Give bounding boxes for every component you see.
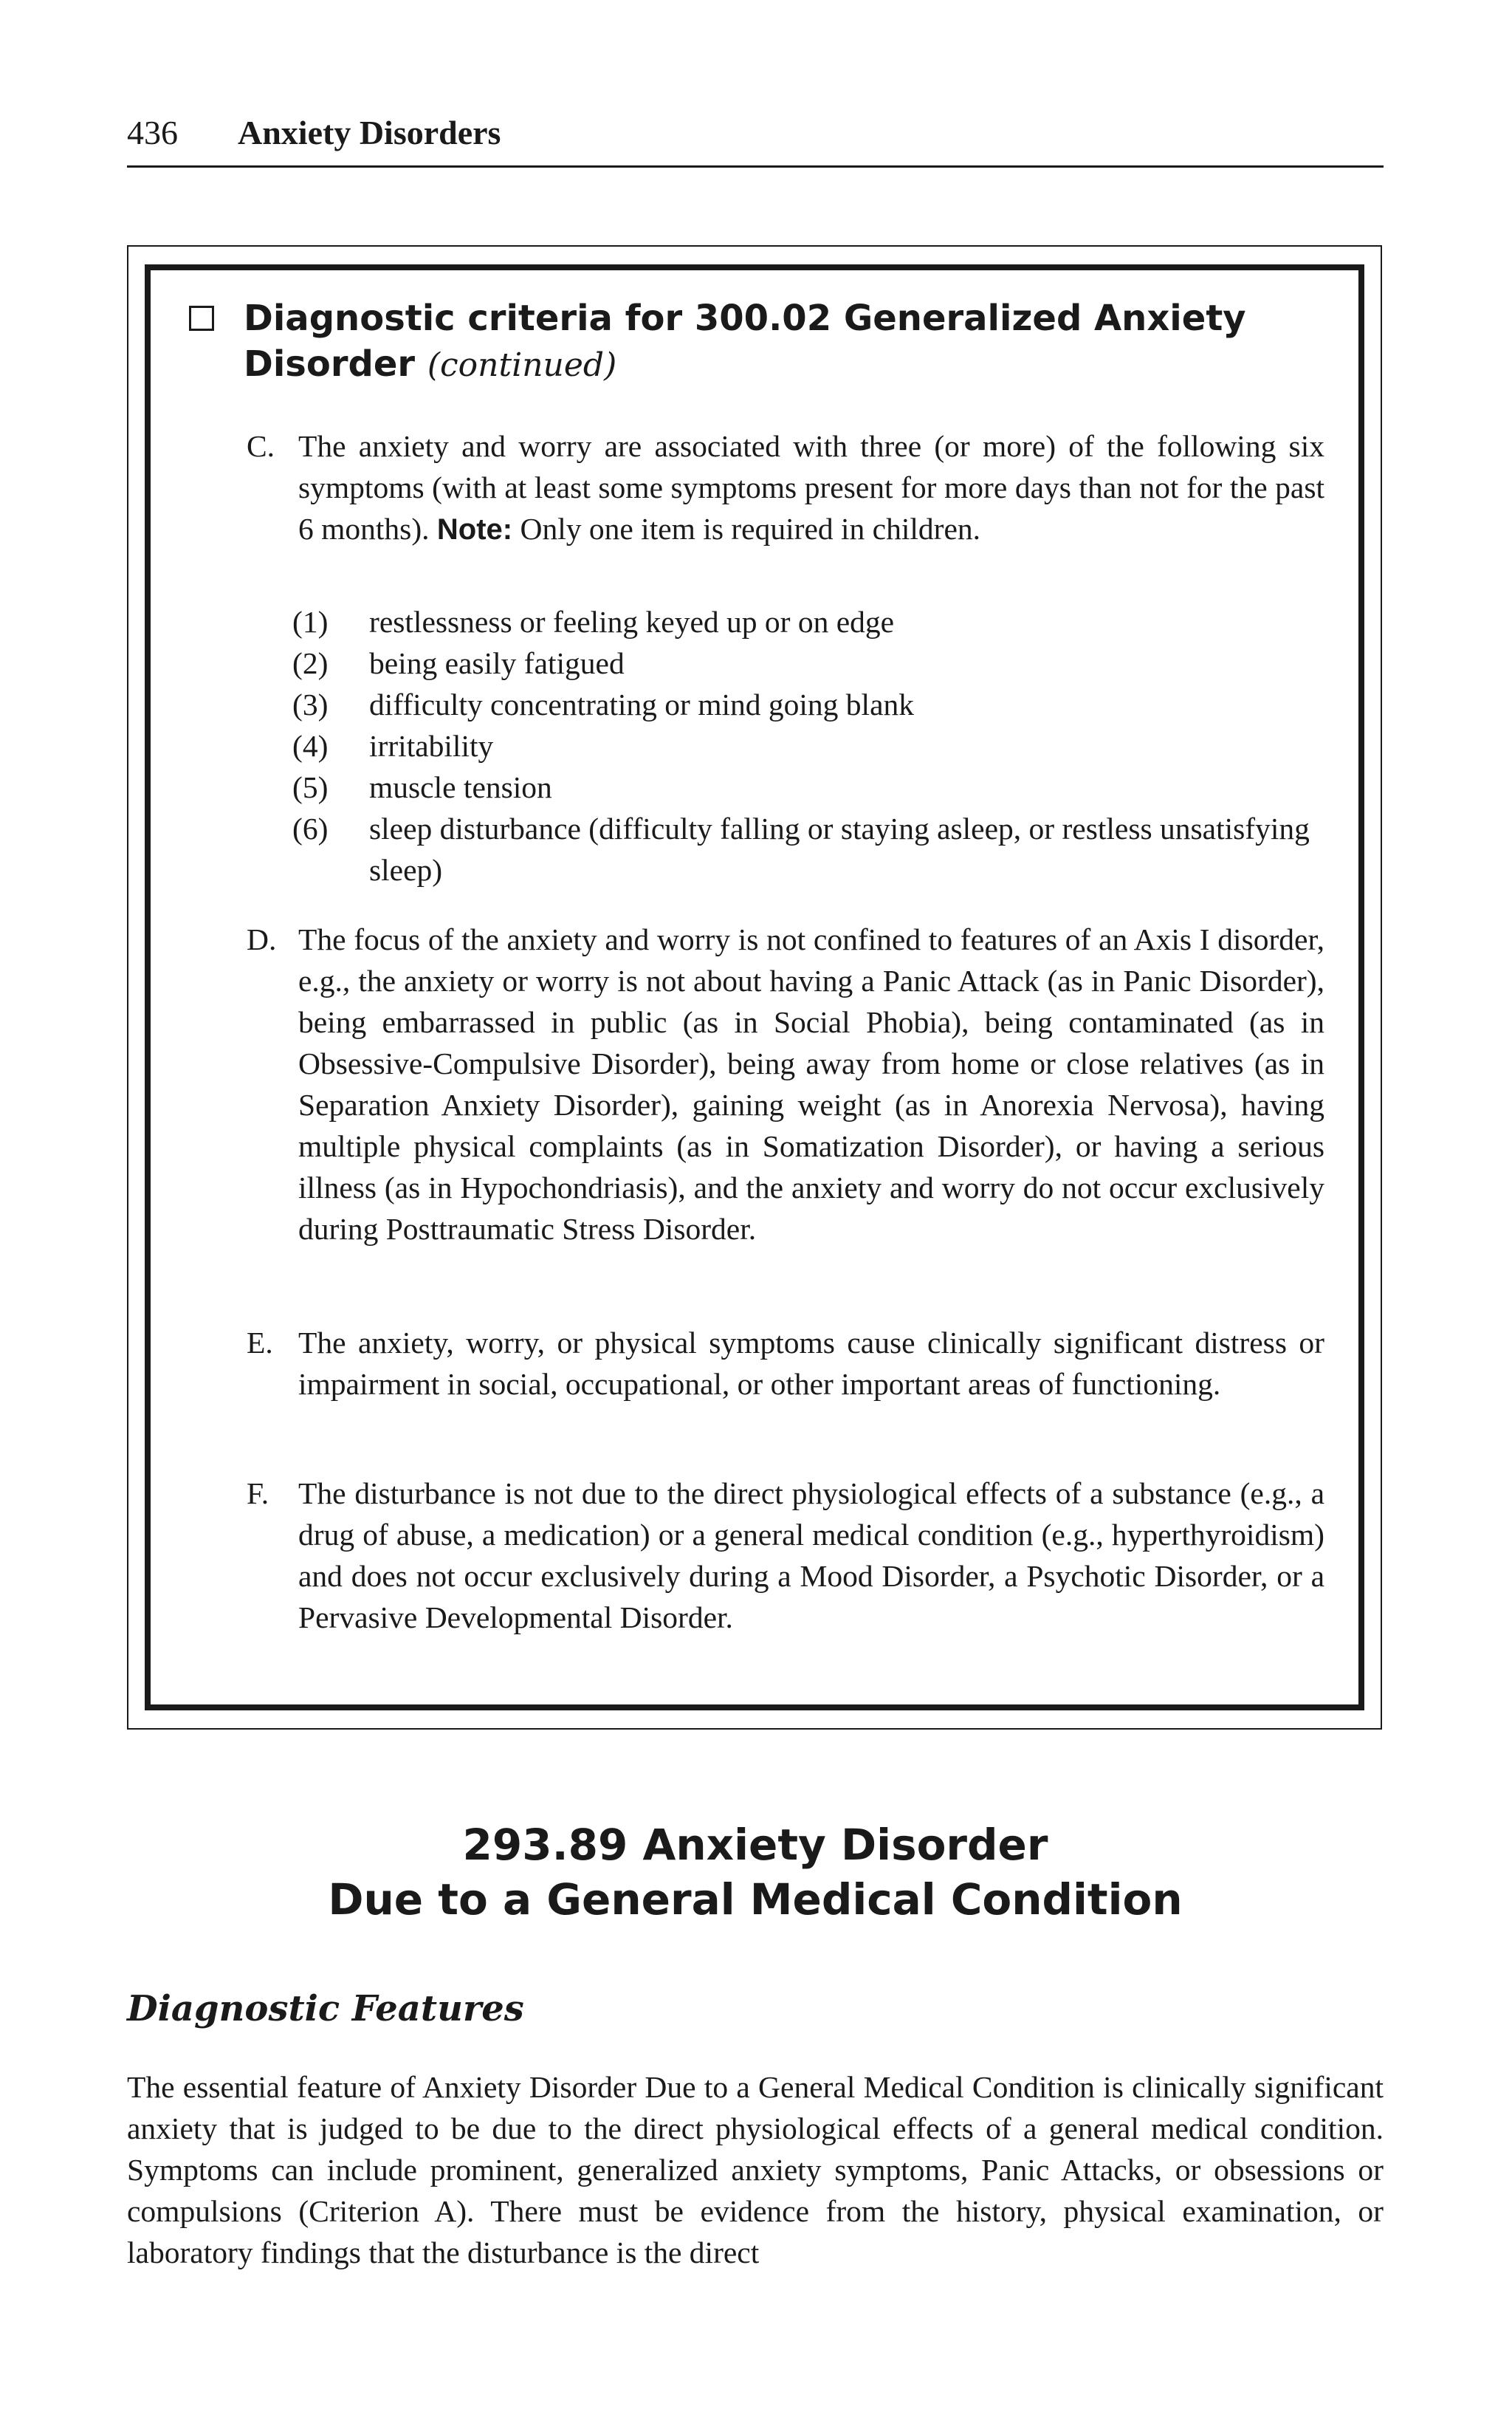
criteria-box-title [244, 295, 1277, 388]
symptom-number: (1) [292, 605, 329, 639]
symptom-text: being easily fatigued [369, 646, 625, 680]
criterion-letter: E. [247, 1326, 273, 1360]
running-header [127, 111, 1382, 155]
criterion-text: The disturbance is not due to the direct physiological effects of a substance (e.g., a drug of abuse, a medication) or a general medical condition (e.g., hyperthyroidism) and does not occur exclusively during a Mood Disorder, a Psychotic Disorder, or a Pervasive Developmental Disorder. [298, 1476, 1324, 1634]
criterion-e [247, 1322, 1324, 1405]
criterion-letter: F. [247, 1476, 269, 1510]
symptom-number: (6) [292, 812, 329, 846]
symptom-item [292, 642, 1326, 684]
checkbox-icon [189, 306, 214, 331]
criteria-title-continued: (continued) [427, 346, 617, 384]
symptom-text: irritability [369, 729, 494, 763]
symptom-text: restlessness or feeling keyed up or on edge [369, 605, 895, 639]
symptom-item [292, 767, 1326, 808]
criterion-f [247, 1473, 1324, 1638]
symptom-item [292, 725, 1326, 767]
symptom-text: difficulty concentrating or mind going blank [369, 688, 915, 722]
symptom-item [292, 684, 1326, 725]
criteria-title-main: Diagnostic criteria for 300.02 Generalized Anxiety Disorder [244, 298, 1246, 385]
symptom-number: (5) [292, 770, 329, 804]
symptom-item [292, 808, 1326, 891]
criterion-c [247, 425, 1324, 550]
criterion-c-note-text: Only one item is required in children. [520, 512, 980, 546]
header-rule [127, 165, 1384, 168]
criterion-letter: C. [247, 429, 275, 463]
symptom-number: (2) [292, 646, 329, 680]
symptom-text: muscle tension [369, 770, 552, 804]
symptom-number: (3) [292, 688, 329, 722]
section-title-line-2: Due to a General Medical Condition [328, 1874, 1183, 1925]
page-number: 436 [127, 114, 178, 151]
criterion-d [247, 919, 1324, 1250]
criterion-text: The anxiety, worry, or physical symptoms cause clinically significant distress or impairment in social, occupational, or other important areas of functioning. [298, 1326, 1324, 1401]
running-title: Anxiety Disorders [238, 114, 501, 151]
criterion-c-text: The anxiety and worry are associated with three (or more) of the following six symptoms (with at least some symptoms present for more days than not for the past 6 months). [298, 429, 1324, 546]
symptom-number: (4) [292, 729, 329, 763]
section-title-line-1: 293.89 Anxiety Disorder [462, 1820, 1048, 1870]
criterion-text [298, 425, 1324, 550]
criterion-text: The focus of the anxiety and worry is not confined to features of an Axis I disorder, e.g., the anxiety or worry is not about having a Panic Attack (as in Panic Disorder), being embarrassed in public (as in Social Phobia), being contaminated (as in Obsessive-Compulsive Disorder), being away from home or close relatives (as in Separation Anxiety Disorder), gaining weight (as in Anorexia Nervosa), having multiple physical complaints (as in Somatization Disorder), or having a serious illness (as in Hypochondriasis), and the anxiety and worry do not occur exclusively during Posttraumatic Stress Disorder. [298, 922, 1324, 1246]
body-paragraph: The essential feature of Anxiety Disorder Due to a General Medical Condition is clinically significant anxiety that is judged to be due to the direct physiological effects of a general medical condition. Symptoms can include prominent, generalized anxiety symptoms, Panic Attacks, or obsessions or compulsions (Criterion A). There must be evidence from the history, physical examination, or laboratory findings that the disturbance is the direct [127, 2070, 1384, 2269]
note-label: Note: [436, 513, 513, 546]
symptom-item [292, 601, 1326, 642]
symptom-text: sleep disturbance (difficulty falling or staying asleep, or restless unsatisfying sleep) [369, 812, 1310, 887]
subheading-diagnostic-features: Diagnostic Features [127, 1988, 524, 2029]
criterion-letter: D. [247, 922, 277, 956]
